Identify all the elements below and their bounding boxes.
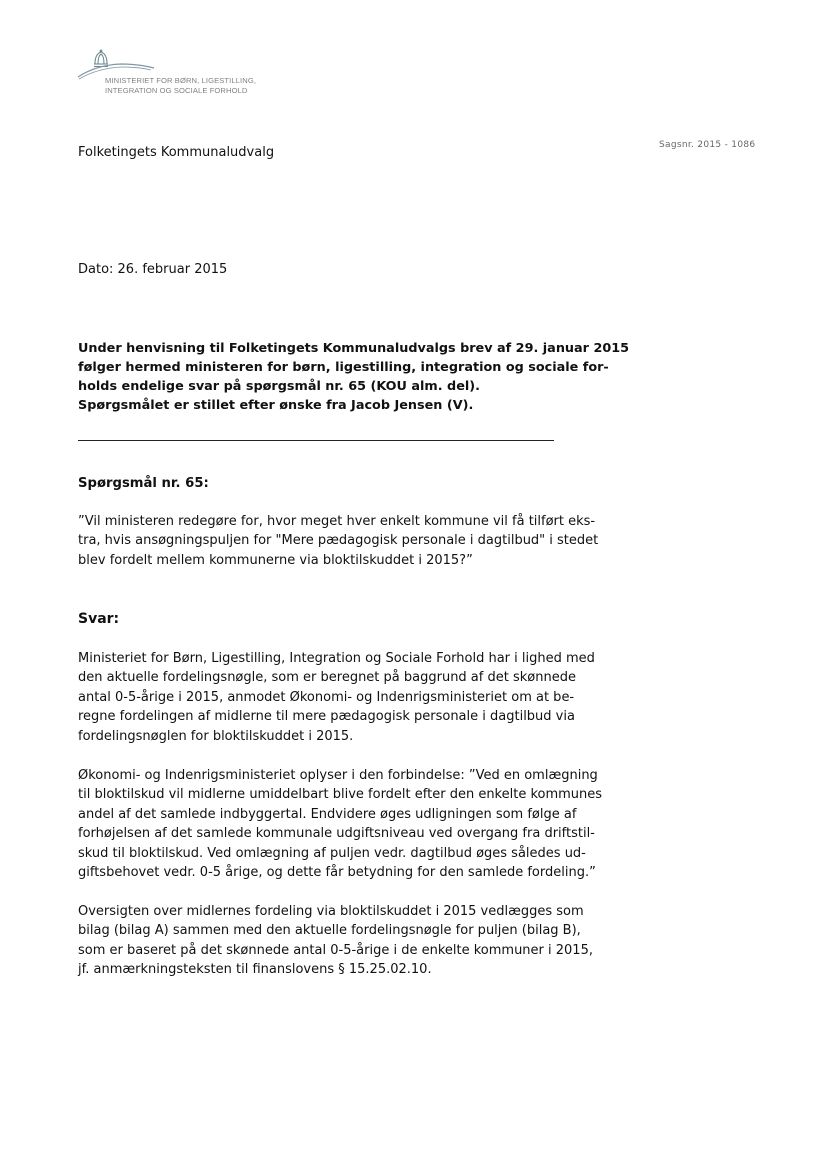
text-line: skud til bloktilskud. Ved omlægning af puljen vedr. dagtilbud øges således ud- [78, 845, 586, 861]
text-line: som er baseret på det skønnede antal 0-5-årige i de enkelte kommuner i 2015, [78, 942, 593, 958]
text-line: ”Vil ministeren redegøre for, hvor meget hver enkelt kommune vil få tilført eks- [78, 514, 596, 529]
intro-line: Spørgsmålet er stillet efter ønske fra Jacob Jensen (V). [78, 398, 474, 413]
intro-line: holds endelige svar på spørgsmål nr. 65 (KOU alm. del). [78, 379, 480, 394]
logo-line: INTEGRATION OG SOCIALE FORHOLD [105, 86, 248, 95]
recipient: Folketingets Kommunaludvalg [78, 145, 275, 160]
text-line: til bloktilskud vil midlerne umiddelbart blive fordelt efter den enkelte kommunes [78, 787, 603, 803]
text-line: Ministeriet for Børn, Ligestilling, Integration og Sociale Forhold har i lighed med [78, 651, 595, 666]
text-line: forhøjelsen af det samlede kommunale udgiftsniveau ved overgang fra driftstil- [78, 826, 595, 842]
text-line: blev fordelt mellem kommunerne via bloktilskuddet i 2015?” [78, 552, 473, 568]
divider [78, 440, 554, 441]
question-heading: Spørgsmål nr. 65: [78, 476, 209, 491]
text-line: andel af det samlede indbyggertal. Endvidere øges udligningen som følge af [78, 806, 577, 822]
text-line: den aktuelle fordelingsnøgle, som er beregnet på baggrund af det skønnede [78, 670, 576, 686]
text-line: fordelingsnøglen for bloktilskuddet i 2015. [78, 728, 354, 744]
letter-date: Dato: 26. februar 2015 [78, 262, 228, 277]
logo-line: MINISTERIET FOR BØRN, LIGESTILLING, [105, 76, 257, 85]
intro-line: følger hermed ministeren for børn, ligestilling, integration og sociale for- [78, 360, 609, 375]
case-number: Sagsnr. 2015 - 1086 [659, 140, 756, 150]
question-text [78, 512, 608, 570]
ministry-logo [76, 48, 276, 98]
text-line: jf. anmærkningsteksten til finanslovens § 15.25.02.10. [78, 962, 432, 978]
answer-heading: Svar: [78, 611, 120, 627]
intro-line: Under henvisning til Folketingets Kommunaludvalgs brev af 29. januar 2015 [78, 341, 630, 356]
text-line: tra, hvis ansøgningspuljen for "Mere pædagogisk personale i dagtilbud" i stedet [78, 533, 599, 549]
text-line: Oversigten over midlernes fordeling via bloktilskuddet i 2015 vedlægges som [78, 904, 584, 919]
text-line: antal 0-5-årige i 2015, anmodet Økonomi- og Indenrigsministeriet om at be- [78, 689, 575, 705]
answer-paragraph-2 [78, 766, 608, 882]
logo-wordmark [105, 76, 256, 96]
text-line: regne fordelingen af midlerne til mere pædagogisk personale i dagtilbud via [78, 709, 575, 725]
text-line: giftsbehovet vedr. 0-5 årige, og dette får betydning for den samlede fordeling.” [78, 865, 596, 881]
answer-paragraph-1 [78, 649, 608, 746]
intro-paragraph [78, 339, 630, 415]
answer-paragraph-3 [78, 902, 608, 980]
text-line: bilag (bilag A) sammen med den aktuelle fordelingsnøgle for puljen (bilag B), [78, 923, 581, 939]
text-line: Økonomi- og Indenrigsministeriet oplyser i den forbindelse: ”Ved en omlægning [78, 768, 598, 783]
